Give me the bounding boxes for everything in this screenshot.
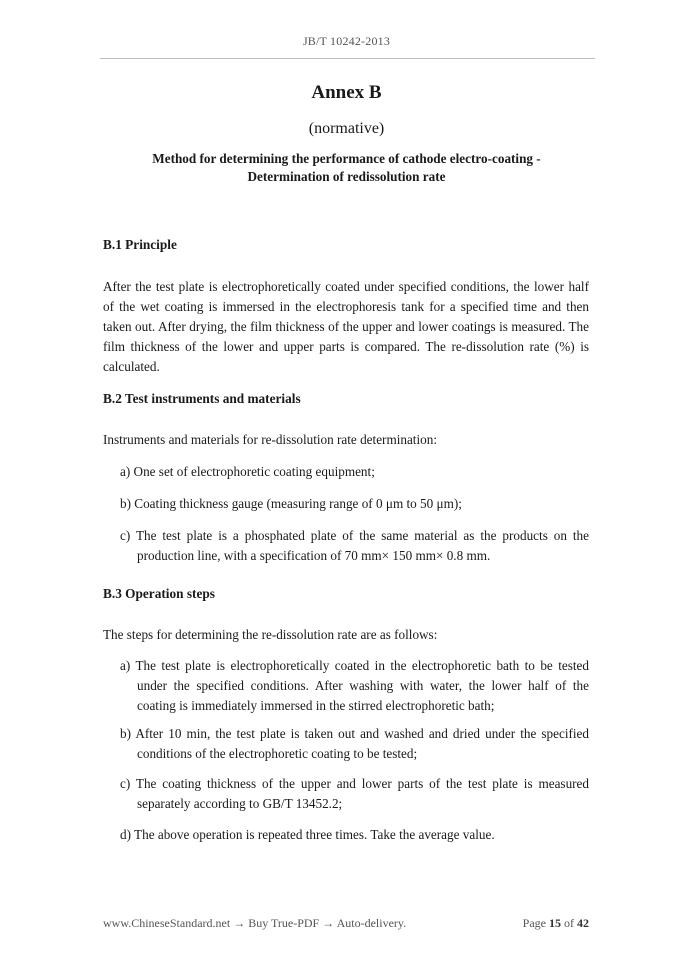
section-heading-b1: B.1 Principle	[103, 237, 177, 252]
footer-links	[103, 916, 406, 931]
instruments-intro: Instruments and materials for re-dissolution rate determination:	[103, 432, 437, 447]
annex-title: Annex B	[311, 82, 382, 103]
page-number: 15	[549, 916, 561, 930]
list-item: b) Coating thickness gauge (measuring range of 0 μm to 50 μm);	[120, 496, 462, 511]
section-heading-b2: B.2 Test instruments and materials	[103, 391, 301, 406]
method-title	[120, 150, 573, 186]
list-item: c) The test plate is a phosphated plate of the same material as the products on the production line, with a specification of 70 mm× 150 mm× 0.8 mm.	[120, 528, 589, 563]
arrow-right-icon: →	[322, 916, 335, 930]
of-label: of	[564, 916, 574, 930]
header-divider	[100, 58, 595, 59]
list-item: a) The test plate is electrophoretically coated in the electrophoretic bath to be tested under the specified conditions. After washing with water, the lower half of the coating is immediately immersed in the stirred electrophoretic bath;	[120, 658, 589, 713]
operation-intro: The steps for determining the re-dissolution rate are as follows:	[103, 627, 438, 642]
arrow-right-icon: →	[233, 916, 246, 930]
list-item: a) One set of electrophoretic coating equipment;	[120, 464, 375, 479]
section-heading-b3: B.3 Operation steps	[103, 586, 215, 601]
principle-paragraph: After the test plate is electrophoretically coated under specified conditions, the lower half of the wet coating is immersed in the electrophoresis tank for a specified time and then taken out. After drying, the film thickness of the upper and lower coatings is measured. The film thickness of the lower and upper parts is compared. The re-dissolution rate (%) is calculated.	[103, 279, 589, 374]
page-indicator	[523, 916, 589, 931]
auto-delivery-text: Auto-delivery.	[336, 916, 407, 930]
list-item: c) The coating thickness of the upper and lower parts of the test plate is measured separately according to GB/T 13452.2;	[120, 776, 589, 811]
list-item: d) The above operation is repeated three times. Take the average value.	[120, 827, 495, 842]
list-item: b) After 10 min, the test plate is taken out and washed and dried under the specified conditions of the electrophoretic coating to be tested;	[120, 726, 589, 761]
buy-pdf-link[interactable]: Buy True-PDF	[248, 916, 320, 930]
page-total: 42	[577, 916, 589, 930]
annex-subtitle: (normative)	[308, 120, 385, 137]
standard-code: JB/T 10242-2013	[302, 34, 391, 48]
method-title-line-1: Method for determining the performance of cathode electro-coating -	[152, 151, 541, 166]
site-link[interactable]: www.ChineseStandard.net	[103, 916, 231, 930]
method-title-line-2: Determination of redissolution rate	[247, 169, 446, 184]
page-label: Page	[522, 916, 546, 930]
